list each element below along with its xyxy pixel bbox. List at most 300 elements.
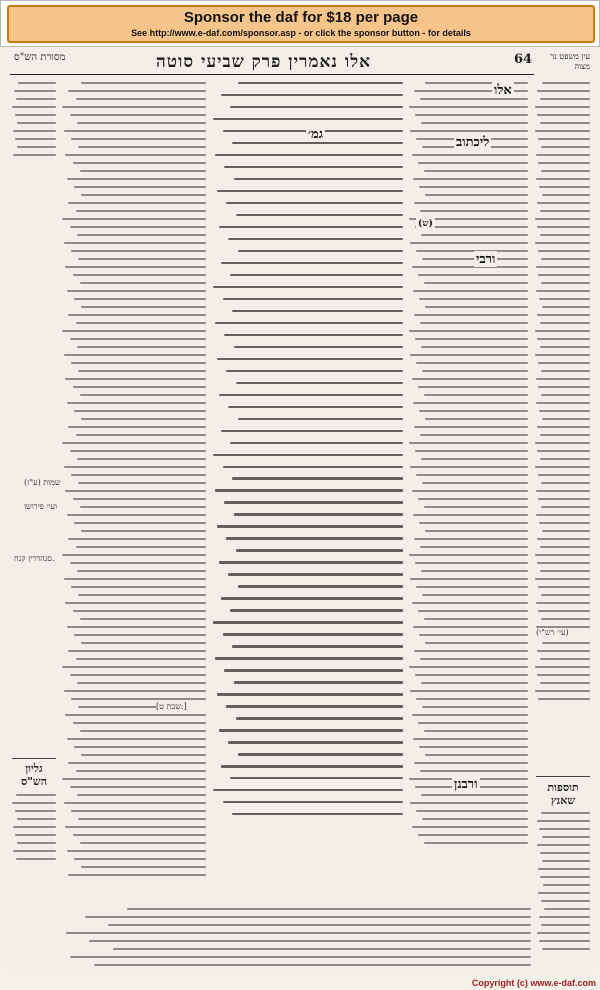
text-line: [217, 190, 403, 192]
text-line: [213, 118, 403, 120]
text-line: [12, 106, 56, 108]
text-line: [414, 538, 528, 540]
text-line: [541, 394, 590, 396]
text-line: [413, 738, 528, 740]
text-line: [536, 290, 590, 292]
shantz-box-top: [536, 776, 590, 777]
text-line: [76, 770, 207, 772]
text-line: [541, 258, 590, 260]
text-line: [65, 154, 206, 156]
text-line: [68, 762, 206, 764]
text-line: [65, 826, 206, 828]
text-line: [221, 765, 403, 767]
text-line: [420, 658, 528, 660]
text-line: [15, 834, 56, 836]
text-line: [425, 754, 528, 756]
text-line: [422, 706, 528, 708]
text-line: [77, 570, 206, 572]
text-line: [540, 234, 590, 236]
text-line: [74, 522, 206, 524]
text-line: [414, 314, 528, 316]
text-line: [16, 858, 56, 860]
text-line: [80, 842, 206, 844]
text-line: [536, 602, 590, 604]
text-line: [13, 154, 56, 156]
text-line: [540, 322, 590, 324]
text-line: [81, 530, 206, 532]
text-line: [410, 690, 528, 692]
text-line: [74, 410, 206, 412]
text-line: [65, 378, 206, 380]
text-line: [537, 426, 590, 428]
gilyon-box-top: [12, 758, 56, 759]
text-line: [419, 410, 528, 412]
text-line: [13, 850, 56, 852]
text-line: [420, 546, 528, 548]
text-line: [73, 834, 206, 836]
text-line: [421, 346, 528, 348]
text-line: [412, 714, 528, 716]
text-line: [422, 482, 528, 484]
text-line: [535, 554, 590, 556]
text-line: [410, 130, 528, 132]
text-line: [535, 218, 590, 220]
text-line: [230, 777, 403, 779]
text-line: [537, 450, 590, 452]
text-line: [539, 522, 590, 524]
text-line: [67, 290, 206, 292]
text-line: [70, 956, 531, 958]
text-line: [542, 82, 590, 84]
text-line: [424, 394, 528, 396]
margin-note-1: (ע"ז) שמות: [24, 478, 64, 488]
text-line: [535, 666, 590, 668]
text-line: [232, 477, 403, 479]
text-line: [537, 538, 590, 540]
text-line: [81, 82, 206, 84]
text-line: [74, 186, 206, 188]
text-line: [537, 820, 590, 822]
text-line: [67, 738, 206, 740]
text-line: [17, 842, 56, 844]
text-line: [535, 354, 590, 356]
text-line: [413, 626, 528, 628]
text-line: [537, 932, 590, 934]
text-line: [68, 426, 206, 428]
tosafot-shantz-column: [536, 796, 590, 956]
text-line: [77, 794, 206, 796]
text-line: [68, 202, 206, 204]
text-line: [78, 146, 206, 148]
text-line: [415, 338, 528, 340]
text-line: [70, 338, 206, 340]
text-line: [228, 238, 403, 240]
text-line: [410, 802, 528, 804]
text-line: [64, 802, 206, 804]
text-line: [226, 370, 403, 372]
margin-note-3: סנהדרין קנח.: [14, 554, 58, 564]
text-line: [541, 146, 590, 148]
opening-word-lichtov: ליכתוב: [456, 135, 490, 150]
text-line: [16, 98, 56, 100]
text-line: [412, 266, 528, 268]
text-line: [536, 378, 590, 380]
text-line: [71, 138, 206, 140]
text-line: [65, 266, 206, 268]
text-line: [418, 610, 528, 612]
text-line: [410, 242, 528, 244]
sponsor-title[interactable]: Sponsor the daf for $18 per page: [183, 9, 419, 26]
text-line: [536, 154, 590, 156]
running-title: אלו נאמרין פרק שביעי סוטה: [156, 52, 372, 72]
text-line: [416, 362, 528, 364]
text-line: [80, 282, 206, 284]
text-line: [535, 330, 590, 332]
text-line: [64, 578, 206, 580]
text-line: [215, 322, 403, 324]
text-line: [224, 501, 403, 503]
text-line: [80, 618, 206, 620]
opening-word-verabban: ורבנן: [454, 777, 478, 792]
text-line: [78, 482, 206, 484]
text-line: [228, 741, 403, 743]
text-line: [542, 418, 590, 420]
text-line: [538, 274, 590, 276]
text-line: [540, 434, 590, 436]
text-line: [413, 402, 528, 404]
text-line: [64, 130, 206, 132]
text-line: [542, 530, 590, 532]
text-line: [421, 122, 528, 124]
copyright-link[interactable]: Copyright (c) www.e-daf.com: [471, 978, 596, 988]
text-line: [71, 250, 206, 252]
text-line: [540, 682, 590, 684]
text-line: [76, 658, 207, 660]
text-line: [70, 450, 206, 452]
text-line: [410, 354, 528, 356]
text-line: [80, 506, 206, 508]
text-line: [424, 618, 528, 620]
text-line: [409, 554, 528, 556]
text-line: [85, 916, 532, 918]
header-rule: [10, 74, 534, 75]
text-line: [238, 418, 403, 420]
text-line: [540, 876, 590, 878]
text-line: [541, 812, 590, 814]
text-line: [78, 258, 206, 260]
text-line: [537, 314, 590, 316]
text-line: [424, 506, 528, 508]
text-line: [17, 146, 56, 148]
text-line: [419, 634, 528, 636]
text-line: [71, 362, 206, 364]
text-line: [67, 402, 206, 404]
text-line: [538, 892, 590, 894]
text-line: [73, 386, 206, 388]
text-line: [219, 729, 403, 731]
text-line: [425, 530, 528, 532]
text-line: [414, 650, 528, 652]
text-line: [540, 546, 590, 548]
text-line: [420, 434, 528, 436]
text-line: [537, 562, 590, 564]
text-line: [15, 138, 56, 140]
text-line: [419, 746, 528, 748]
text-line: [80, 394, 206, 396]
text-line: [409, 330, 528, 332]
text-line: [62, 554, 206, 556]
text-line: [538, 610, 590, 612]
text-line: [238, 753, 403, 755]
text-line: [81, 754, 206, 756]
text-line: [70, 674, 206, 676]
text-line: [81, 866, 206, 868]
text-line: [539, 298, 590, 300]
text-line: [415, 114, 528, 116]
text-line: [537, 674, 590, 676]
text-line: [68, 874, 206, 876]
text-line: [66, 932, 531, 934]
text-line: [15, 114, 56, 116]
text-line: [64, 354, 206, 356]
text-line: [64, 242, 206, 244]
text-line: [410, 578, 528, 580]
text-line: [541, 506, 590, 508]
text-line: [232, 310, 403, 312]
text-line: [539, 410, 590, 412]
text-line: [62, 666, 206, 668]
text-line: [409, 106, 528, 108]
text-line: [219, 226, 403, 228]
text-line: [539, 186, 590, 188]
text-line: [412, 490, 528, 492]
text-line: [540, 122, 590, 124]
text-line: [213, 286, 403, 288]
text-line: [540, 346, 590, 348]
opening-word-alu: אלו: [494, 83, 512, 98]
text-line: [415, 450, 528, 452]
text-line: [234, 681, 403, 683]
text-line: [543, 884, 590, 886]
text-line: [228, 573, 403, 575]
text-line: [420, 322, 528, 324]
text-line: [541, 594, 590, 596]
text-line: [234, 178, 403, 180]
text-line: [215, 154, 403, 156]
text-line: [539, 916, 590, 918]
text-line: [13, 826, 56, 828]
text-line: [541, 924, 590, 926]
text-line: [230, 442, 403, 444]
text-line: [541, 482, 590, 484]
text-line: [236, 214, 403, 216]
text-line: [538, 586, 590, 588]
bottom-commentary: [61, 908, 531, 968]
text-line: [74, 746, 206, 748]
text-line: [538, 868, 590, 870]
text-line: [219, 561, 403, 563]
text-line: [420, 98, 528, 100]
text-line: [420, 210, 528, 212]
text-line: [89, 940, 531, 942]
text-line: [224, 334, 403, 336]
text-line: [94, 964, 531, 966]
opening-word-verabi: ורבי: [476, 252, 496, 267]
text-line: [542, 948, 590, 950]
text-line: [232, 645, 403, 647]
text-line: [541, 170, 590, 172]
text-line: [74, 858, 206, 860]
text-line: [67, 626, 206, 628]
text-line: [418, 498, 528, 500]
text-line: [422, 370, 528, 372]
text-line: [73, 498, 206, 500]
text-line: [76, 434, 207, 436]
text-line: [215, 489, 403, 491]
text-line: [416, 586, 528, 588]
text-line: [67, 850, 206, 852]
text-line: [80, 730, 206, 732]
text-line: [16, 794, 56, 796]
text-line: [538, 386, 590, 388]
ein-mishpat-label: עין משפט נר מצוה: [550, 52, 590, 71]
sponsor-box[interactable]: [7, 5, 595, 43]
text-line: [425, 194, 528, 196]
talmud-page: [6, 48, 594, 974]
text-line: [228, 406, 403, 408]
text-line: [234, 513, 403, 515]
text-line: [538, 698, 590, 700]
text-line: [236, 382, 403, 384]
text-line: [419, 186, 528, 188]
text-line: [535, 466, 590, 468]
text-line: [223, 633, 403, 635]
text-line: [540, 98, 590, 100]
text-line: [535, 690, 590, 692]
text-line: [538, 250, 590, 252]
text-line: [108, 924, 531, 926]
text-line: [78, 818, 206, 820]
text-line: [67, 514, 206, 516]
text-line: [412, 154, 528, 156]
text-line: [76, 546, 207, 548]
text-line: [537, 650, 590, 652]
gilyon-title: גליון הש"ס: [12, 762, 56, 788]
text-line: [70, 226, 206, 228]
masoret-hashas-column: [12, 82, 56, 732]
ein-mishpat-column: [534, 82, 590, 722]
text-line: [65, 714, 206, 716]
text-line: [223, 801, 403, 803]
text-line: [236, 717, 403, 719]
text-line: [76, 322, 207, 324]
text-line: [538, 474, 590, 476]
text-line: [73, 162, 206, 164]
text-line: [416, 810, 528, 812]
text-line: [424, 282, 528, 284]
text-line: [540, 458, 590, 460]
text-line: [413, 290, 528, 292]
text-line: [77, 458, 206, 460]
text-line: [68, 538, 206, 540]
text-line: [78, 370, 206, 372]
text-line: [538, 362, 590, 364]
text-line: [77, 234, 206, 236]
text-line: [542, 194, 590, 196]
text-line: [538, 138, 590, 140]
text-line: [418, 386, 528, 388]
text-line: [542, 642, 590, 644]
text-line: [217, 693, 403, 695]
text-line: [221, 94, 403, 96]
text-line: [409, 666, 528, 668]
text-line: [409, 442, 528, 444]
text-line: [536, 402, 590, 404]
text-line: [217, 525, 403, 527]
text-line: [536, 490, 590, 492]
text-line: [536, 178, 590, 180]
text-line: [415, 562, 528, 564]
text-line: [421, 682, 528, 684]
text-line: [71, 586, 206, 588]
text-line: [223, 466, 403, 468]
text-line: [542, 860, 590, 862]
text-line: [421, 794, 528, 796]
text-line: [67, 178, 206, 180]
text-line: [127, 908, 531, 910]
text-line: [71, 698, 206, 700]
text-line: [230, 106, 403, 108]
text-line: [421, 234, 528, 236]
sponsor-link[interactable]: See http://www.e-daf.com/sponsor.asp - or click the sponsor button - for details: [131, 28, 471, 38]
text-line: [413, 178, 528, 180]
text-line: [71, 474, 206, 476]
text-line: [113, 948, 531, 950]
text-line: [232, 142, 403, 144]
text-line: [422, 818, 528, 820]
tosafot-shantz-title: תוספות שאנץ: [536, 781, 590, 807]
text-line: [226, 705, 403, 707]
text-line: [425, 642, 528, 644]
text-line: [76, 210, 207, 212]
text-line: [62, 330, 206, 332]
text-line: [71, 810, 206, 812]
tosafot-column: [61, 82, 206, 902]
text-line: [213, 454, 403, 456]
text-line: [70, 114, 206, 116]
text-line: [12, 802, 56, 804]
text-line: [539, 828, 590, 830]
text-line: [223, 298, 403, 300]
text-line: [232, 813, 403, 815]
text-line: [537, 844, 590, 846]
text-line: [540, 658, 590, 660]
text-line: [74, 634, 206, 636]
text-line: [412, 826, 528, 828]
text-line: [540, 570, 590, 572]
text-line: [74, 298, 206, 300]
text-line: [221, 262, 403, 264]
text-line: [65, 602, 206, 604]
text-line: [535, 578, 590, 580]
text-line: [213, 789, 403, 791]
text-line: [418, 274, 528, 276]
text-line: [64, 466, 206, 468]
masoret-hashas-label: מסורת הש"ס: [14, 52, 66, 63]
text-line: [541, 370, 590, 372]
text-line: [421, 458, 528, 460]
text-line: [424, 842, 528, 844]
